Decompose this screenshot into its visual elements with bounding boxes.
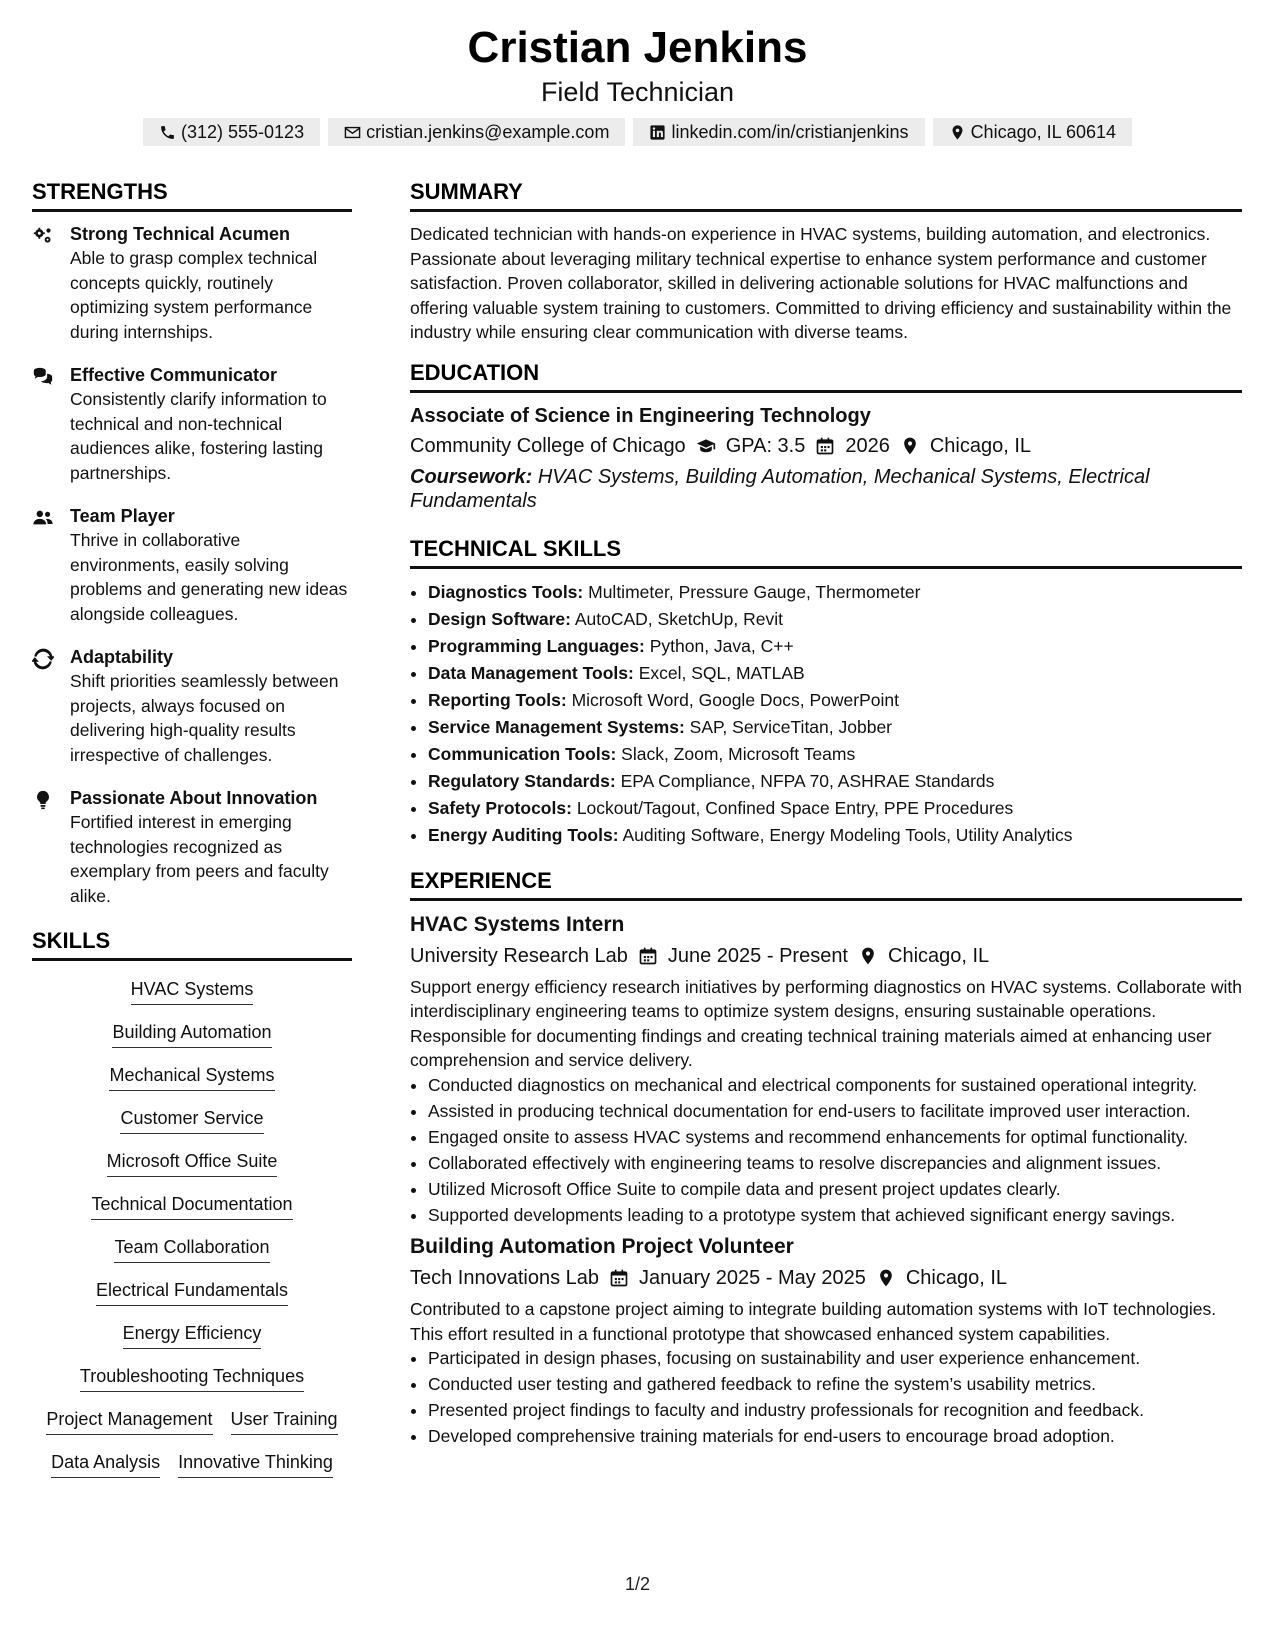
skills-heading: SKILLS [32,927,352,961]
strength-desc: Consistently clarify information to technical and non-technical audiences alike, fostering lasting partnerships. [70,389,327,483]
strength-item [32,504,352,626]
contact-location [933,118,1132,146]
job-summary: Contributed to a capstone project aiming to integrate building automation systems with IoT technologies. This effort resulted in a functional prototype that showcased enhanced system capabilities. [410,1299,1217,1344]
right-column [410,178,1242,1450]
list-item: • Assisted in producing technical documentation for end-users to facilitate improved user interaction. [428,1099,1242,1124]
school-name: Community College of Chicago [410,434,686,457]
gears-icon [32,225,54,247]
coursework [410,465,1242,513]
candidate-name: Cristian Jenkins [467,23,808,72]
skills-list [32,971,352,1478]
list-item: • Communication Tools: Slack, Zoom, Microsoft Teams [428,741,1242,768]
strengths-heading: STRENGTHS [32,178,352,212]
calendar-icon [609,1268,629,1288]
skill-tag: Mechanical Systems [109,1063,274,1091]
lightbulb-icon [32,789,54,811]
skill-tag: Electrical Fundamentals [96,1278,288,1306]
contact-linkedin[interactable] [633,118,924,146]
skill-tag: Customer Service [120,1106,263,1134]
strength-desc: Shift priorities seamlessly between projects, always focused on delivering high-quality results irrespective of challenges. [70,671,339,765]
phone-text: (312) 555-0123 [180,122,305,142]
skill-tag: Technical Documentation [91,1192,292,1220]
contact-bar [0,118,1275,146]
list-item: • Design Software: AutoCAD, SketchUp, Revit [428,606,1242,633]
graduation-year: 2026 [845,434,890,457]
list-item: • Conducted diagnostics on mechanical and electrical components for sustained operational integrity. [428,1073,1242,1098]
strength-desc: Thrive in collaborative environments, easily solving problems and generating new ideas alongside colleagues. [70,530,348,624]
skill-tag: Project Management [46,1407,212,1435]
strength-desc: Fortified interest in emerging technologies recognized as exemplary from peers and faculty alike. [70,812,329,906]
education-meta [410,431,1242,461]
skill-tag: Energy Efficiency [123,1321,262,1349]
technical-skills-heading: TECHNICAL SKILLS [410,535,1242,569]
job-meta [410,941,1242,971]
skill-tag: Building Automation [112,1020,271,1048]
linkedin-text: linkedin.com/in/cristianjenkins [671,122,909,142]
strength-title: Passionate About Innovation [70,788,318,808]
strength-item [32,222,352,344]
list-item: • Regulatory Standards: EPA Compliance, NFPA 70, ASHRAE Standards [428,768,1242,795]
list-item: • Data Management Tools: Excel, SQL, MATLAB [428,660,1242,687]
job-title: Building Automation Project Volunteer [410,1235,794,1258]
graduation-cap-icon [696,436,716,456]
candidate-title: Field Technician [540,77,735,107]
linkedin-icon [649,124,666,141]
skill-tag: Team Collaboration [114,1235,269,1263]
list-item: • Presented project findings to faculty and industry professionals for recognition and feedback. [428,1398,1242,1423]
education-heading: EDUCATION [410,359,1242,393]
list-item: • Engaged onsite to assess HVAC systems and recommend enhancements for optimal functionality. [428,1125,1242,1150]
list-item: • Diagnostics Tools: Multimeter, Pressure Gauge, Thermometer [428,579,1242,606]
technical-skills-list [410,579,1242,849]
calendar-icon [815,436,835,456]
map-pin-icon [858,946,878,966]
list-item: • Developed comprehensive training materials for end-users to encourage broad adoption. [428,1424,1242,1449]
job-org: University Research Lab [410,944,628,967]
list-item: • Reporting Tools: Microsoft Word, Google Docs, PowerPoint [428,687,1242,714]
job-meta [410,1263,1242,1293]
users-icon [32,507,54,529]
job-entry [410,1233,1242,1449]
skill-tag: User Training [231,1407,338,1435]
skill-tag: Data Analysis [51,1450,160,1478]
map-pin-icon [900,436,920,456]
strength-item [32,363,352,485]
job-org: Tech Innovations Lab [410,1267,600,1289]
email-text: cristian.jenkins@example.com [366,122,610,142]
job-location: Chicago, IL [905,1267,1008,1289]
list-item: • Programming Languages: Python, Java, C++ [428,633,1242,660]
strength-title: Team Player [70,506,175,526]
list-item: • Service Management Systems: SAP, ServiceTitan, Jobber [428,714,1242,741]
coursework-text: HVAC Systems, Building Automation, Mechanical Systems, Electrical Fundamentals [410,465,1150,512]
experience-heading: EXPERIENCE [410,867,1242,901]
skill-tag: Troubleshooting Techniques [80,1364,304,1392]
skill-tag: Innovative Thinking [178,1450,333,1478]
calendar-icon [638,946,658,966]
summary-heading: SUMMARY [410,178,1242,212]
job-location: Chicago, IL [888,944,990,967]
list-item: • Utilized Microsoft Office Suite to compile data and present project updates clearly. [428,1177,1242,1202]
job-dates: January 2025 - May 2025 [639,1267,866,1289]
summary-text: Dedicated technician with hands-on experience in HVAC systems, building automation, and electronics. Passionate about leveraging military technical expertise to enhance system performance and customer satisfaction. Proven collaborator, skilled in delivering actionable solutions for HVAC malfunctions and offering valuable system training to customers. Committed to driving efficiency and sustainability within the industry while ensuring clear communication with diverse teams. [410,224,1232,342]
list-item: • Supported developments leading to a prototype system that achieved significant energy savings. [428,1203,1242,1228]
map-pin-icon [949,124,966,141]
degree-title: Associate of Science in Engineering Technology [410,404,871,427]
job-bullets [410,1073,1242,1228]
page-number: 1/2 [624,1574,651,1594]
gpa-text: GPA: 3.5 [725,434,806,457]
map-pin-icon [876,1268,896,1288]
envelope-icon [344,124,361,141]
job-title: HVAC Systems Intern [410,912,625,936]
list-item: • Conducted user testing and gathered feedback to refine the system’s usability metrics. [428,1372,1242,1397]
chat-icon [32,366,54,388]
list-item: • Collaborated effectively with engineering teams to resolve discrepancies and alignment issues. [428,1151,1242,1176]
skill-tag: Microsoft Office Suite [107,1149,278,1177]
coursework-label: Coursework: [410,465,533,488]
job-entry [410,911,1242,1228]
contact-email[interactable] [328,118,625,146]
job-dates: June 2025 - Present [667,944,848,967]
sync-icon [32,648,54,670]
strength-item [32,645,352,767]
strength-title: Effective Communicator [70,365,278,385]
list-item: • Participated in design phases, focusing on sustainability and user experience enhancement. [428,1346,1242,1371]
resume-header [0,0,1275,146]
strength-item [32,786,352,908]
list-item: • Energy Auditing Tools: Auditing Software, Energy Modeling Tools, Utility Analytics [428,822,1242,849]
left-column [32,178,352,1478]
education-location: Chicago, IL [929,434,1032,457]
list-item: • Safety Protocols: Lockout/Tagout, Confined Space Entry, PPE Procedures [428,795,1242,822]
strength-desc: Able to grasp complex technical concepts quickly, routinely optimizing system performance during internships. [70,248,318,342]
phone-icon [159,124,176,141]
job-bullets [410,1346,1242,1449]
strength-title: Strong Technical Acumen [70,224,291,244]
contact-phone[interactable] [143,118,320,146]
skill-tag: HVAC Systems [131,977,254,1005]
strength-title: Adaptability [70,647,174,667]
job-summary: Support energy efficiency research initiatives by performing diagnostics on HVAC systems. Collaborate with interdisciplinary engineering teams to optimize system designs, ensuring sustainable operations. Responsible for documenting findings and creating technical training materials aimed at enhancing user comprehension and service delivery. [410,976,1242,1070]
location-text: Chicago, IL 60614 [970,122,1117,142]
